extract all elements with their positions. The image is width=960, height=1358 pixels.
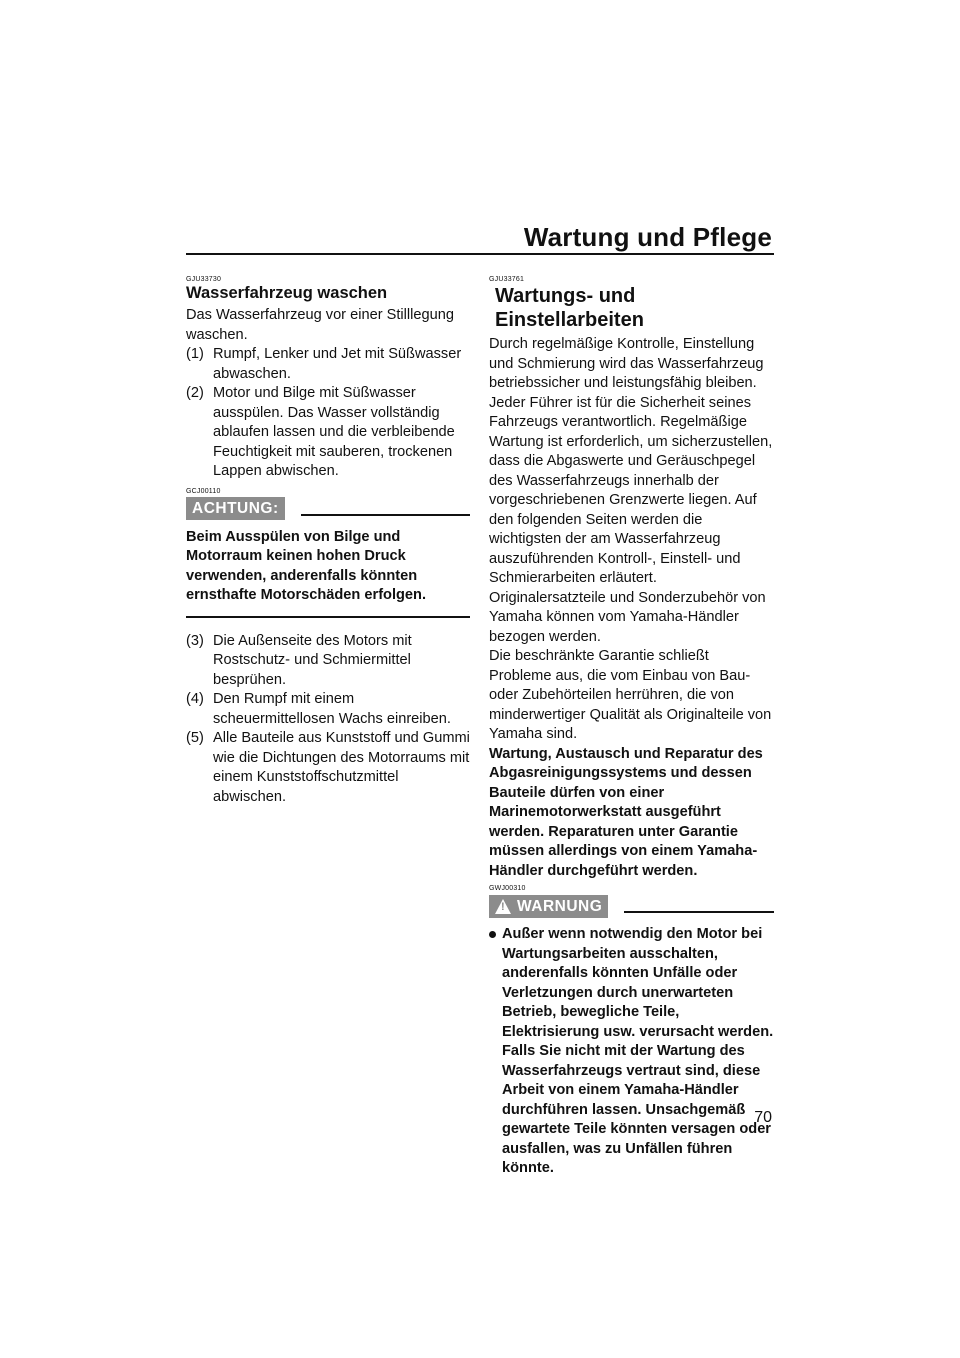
section-code: GJU33761: [489, 276, 525, 283]
warning-code: GWJ00310: [489, 885, 526, 892]
body-paragraph: Die beschränkte Garantie schließt Probleme aus, die vom Einbau von Bau- oder Zubehörteilen herrühren, die von minderwertiger Qualität als Originalteile von Yamaha sind.: [489, 648, 772, 742]
caution-header: [186, 497, 470, 521]
item-text: Rumpf, Lenker und Jet mit Süßwasser abwaschen.: [213, 346, 462, 382]
warning-rule: [624, 911, 774, 913]
body-paragraph-bold: Wartung, Austausch und Reparatur des Abgasreinigungssystems und dessen Bauteile dürfen von einer Marinemotorwerkstatt ausgeführt werden. Reparaturen unter Garantie müssen allerdings von einem Yamaha-Händler durchgeführt werden.: [489, 745, 763, 879]
item-number: (3): [186, 632, 204, 649]
item-number: (1): [186, 346, 204, 362]
section-heading: Wasserfahrzeug waschen: [186, 284, 388, 302]
item-number: (5): [186, 730, 204, 746]
warning-icon: !: [495, 899, 511, 914]
list-item: [186, 384, 470, 482]
caution-badge: ACHTUNG:: [186, 497, 285, 520]
right-column: [489, 274, 774, 1179]
body-paragraph: Durch regelmäßige Kontrolle, Einstellung und Schmierung wird das Wasserfahrzeug betriebssicher und leistungsfähig bleiben. Jeder Führer ist für die Sicherheit seines Fahrzeugs verantwortlich. Regelmäßige Wartung ist erforderlich, um sicherzustellen, dass die Abgaswerte und Geräuschpegel des Wasserfahrzeugs innerhalb der vorgeschriebenen Grenzwerte liegen. Auf den folgenden Seiten werden die wichtigsten der am Wasserfahrzeug auszuführenden Kontroll-, Einstell- und Schmierarbeiten erläutert.: [489, 336, 773, 586]
caution-end-rule: [186, 616, 470, 618]
body-paragraph: Originalersatzteile und Sonderzubehör von Yamaha können vom Yamaha-Händler bezogen werden.: [489, 589, 766, 645]
bullet-dot-icon: [489, 925, 502, 1179]
item-text: Die Außenseite des Motors mit Rostschutz- und Schmiermittel besprühen.: [213, 632, 412, 688]
item-text: Motor und Bilge mit Süßwasser ausspülen. Das Wasser vollständig ablaufen lassen und die verbleibende Feuchtigkeit mit sauberen, trockenen Lappen abwischen.: [213, 385, 455, 479]
section-code: GJU33730: [186, 276, 222, 283]
item-text: Alle Bauteile aus Kunststoff und Gummi wie die Dichtungen des Motorraums mit einem Kunststoffschutzmittel abwischen.: [213, 730, 470, 805]
page-number: 70: [754, 1109, 772, 1126]
caution-text: Beim Ausspülen von Bilge und Motorraum keinen hohen Druck verwenden, anderenfalls könnten ernsthafte Motorschäden erfolgen.: [186, 528, 427, 603]
caution-code: GCJ00110: [186, 487, 221, 495]
list-item: [186, 345, 470, 384]
list-item: [186, 690, 470, 729]
list-item: [186, 729, 470, 807]
page-title: Wartung und Pflege: [523, 222, 772, 252]
warning-label: WARNUNG: [517, 897, 603, 915]
item-number: (4): [186, 691, 204, 707]
warning-header: [489, 894, 774, 918]
caution-rule: [301, 514, 470, 516]
list-item: [186, 632, 470, 691]
intro-paragraph: Das Wasserfahrzeug vor einer Stilllegung waschen.: [186, 307, 454, 343]
section-heading: Wartungs- und Einstellarbeiten: [495, 285, 644, 331]
left-column: [186, 274, 470, 807]
item-text: Den Rumpf mit einem scheuermittellosen Wachs einreiben.: [213, 691, 451, 727]
item-number: (2): [186, 385, 204, 401]
warning-bullet: [489, 925, 774, 1179]
warning-badge: [489, 895, 608, 918]
title-rule: [186, 253, 774, 255]
warning-text: Außer wenn notwendig den Motor bei Wartungsarbeiten ausschalten, anderenfalls könnten Unfälle oder Verletzungen durch unerwarteten Betrieb, bewegliche Teile, Elektrisierung usw. verursacht werden. Falls Sie nicht mit der Wartung des Wasserfahrzeugs vertraut sind, diese Arbeit von einem Yamaha-Händler durchführen lassen. Unsachgemäß gewartete Teile könnten versagen oder ausfallen, was zu Unfällen führen könnte.: [502, 926, 774, 1176]
